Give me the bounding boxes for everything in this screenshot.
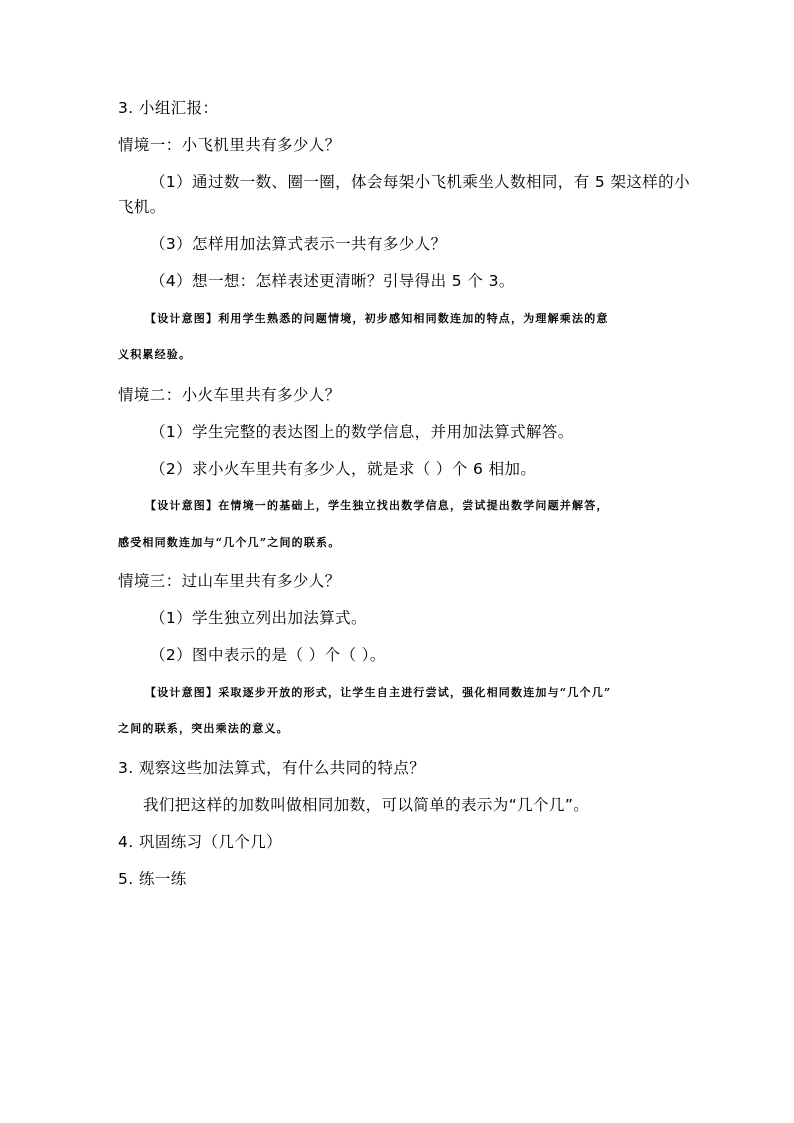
scenario-one-step-1: （1）通过数一数、圈一圈，体会每架小飞机乘坐人数相同，有 5 架这样的小 xyxy=(150,173,690,191)
scenario-two-step-2: （2）求小火车里共有多少人，就是求（ ）个 6 相加。 xyxy=(150,460,537,478)
scenario-one-step-1-continued: 飞机。 xyxy=(118,198,166,216)
scenario-one-step-4: （4）想一想：怎样表述更清晰？引导得出 5 个 3。 xyxy=(150,272,515,290)
design-intent-note-3-continued: 之间的联系，突出乘法的意义。 xyxy=(118,722,289,735)
practice-heading: 5. 练一练 xyxy=(118,870,187,888)
scenario-one-step-3: （3）怎样用加法算式表示一共有多少人？ xyxy=(150,235,447,253)
design-intent-note-3: 【设计意图】采取逐步开放的形式，让学生自主进行尝试，强化相同数连加与“几个几” xyxy=(145,686,612,699)
design-intent-note-1: 【设计意图】利用学生熟悉的问题情境，初步感知相同数连加的特点，为理解乘法的意 xyxy=(145,312,609,325)
design-intent-note-2-continued: 感受相同数连加与“几个几”之间的联系。 xyxy=(118,536,341,549)
scenario-one-heading: 情境一：小飞机里共有多少人？ xyxy=(118,136,341,154)
scenario-three-heading: 情境三：过山车里共有多少人？ xyxy=(118,572,341,590)
scenario-two-heading: 情境二：小火车里共有多少人？ xyxy=(118,386,341,404)
consolidation-practice-heading: 4. 巩固练习（几个几） xyxy=(118,833,283,851)
section-heading-group-report: 3. 小组汇报： xyxy=(118,99,219,117)
design-intent-note-2: 【设计意图】在情境一的基础上，学生独立找出数学信息，尝试提出数学问题并解答， xyxy=(145,499,609,512)
observation-heading: 3. 观察这些加法算式，有什么共同的特点？ xyxy=(118,759,426,777)
scenario-three-step-2: （2）图中表示的是（ ）个（ ）。 xyxy=(150,646,386,664)
scenario-three-step-1: （1）学生独立列出加法算式。 xyxy=(150,609,367,627)
observation-explanation: 我们把这样的加数叫做相同加数，可以简单的表示为“几个几”。 xyxy=(143,796,590,814)
design-intent-note-1-continued: 义积累经验。 xyxy=(118,348,192,361)
scenario-two-step-1: （1）学生完整的表达图上的数学信息，并用加法算式解答。 xyxy=(150,423,574,441)
